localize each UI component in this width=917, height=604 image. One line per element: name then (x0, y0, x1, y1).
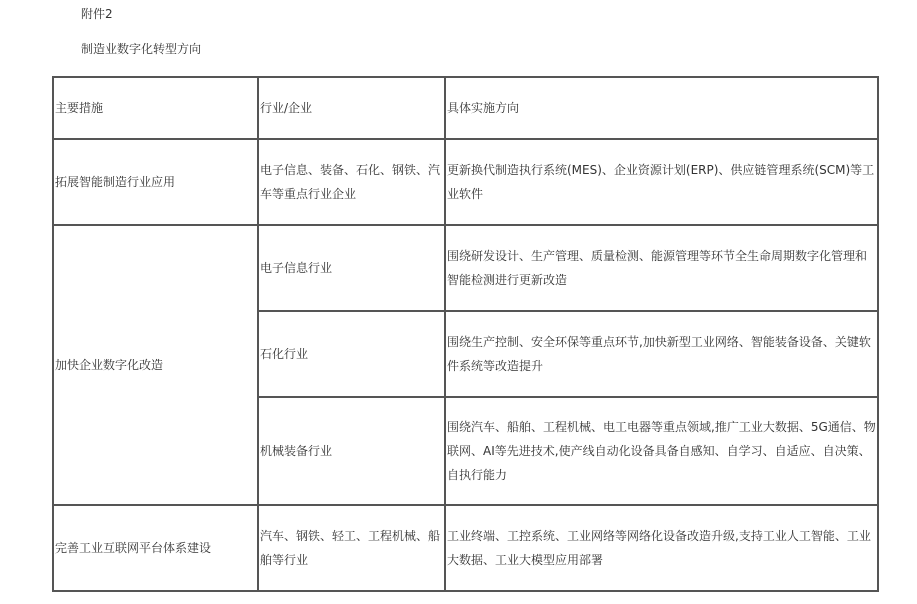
industry-cell: 电子信息行业 (258, 225, 445, 311)
table-row (53, 139, 878, 225)
direction-cell: 工业终端、工控系统、工业网络等网络化设备改造升级,支持工业人工智能、工业大数据、工业大模型应用部署 (445, 505, 878, 591)
attachment-label: 附件2 (81, 7, 113, 21)
direction-cell: 更新换代制造执行系统(MES)、企业资源计划(ERP)、供应链管理系统(SCM)等工业软件 (445, 139, 878, 225)
direction-cell: 围绕研发设计、生产管理、质量检测、能源管理等环节全生命周期数字化管理和智能检测进行更新改造 (445, 225, 878, 311)
transformation-table (52, 76, 879, 592)
direction-cell: 围绕生产控制、安全环保等重点环节,加快新型工业网络、智能装备设备、关键软件系统等改造提升 (445, 311, 878, 397)
industry-cell: 机械装备行业 (258, 397, 445, 505)
document-title: 制造业数字化转型方向 (81, 42, 202, 56)
measure-cell: 完善工业互联网平台体系建设 (53, 505, 258, 591)
header-measure: 主要措施 (53, 77, 258, 139)
measure-cell: 加快企业数字化改造 (53, 225, 258, 505)
industry-cell: 电子信息、装备、石化、钢铁、汽车等重点行业企业 (258, 139, 445, 225)
direction-cell: 围绕汽车、船舶、工程机械、电工电器等重点领域,推广工业大数据、5G通信、物联网、AI等先进技术,使产线自动化设备具备自感知、自学习、自适应、自决策、自执行能力 (445, 397, 878, 505)
industry-cell: 汽车、钢铁、轻工、工程机械、船舶等行业 (258, 505, 445, 591)
industry-cell: 石化行业 (258, 311, 445, 397)
header-industry: 行业/企业 (258, 77, 445, 139)
table-row (53, 225, 878, 311)
header-direction: 具体实施方向 (445, 77, 878, 139)
table-header-row (53, 77, 878, 139)
measure-cell: 拓展智能制造行业应用 (53, 139, 258, 225)
table-row (53, 505, 878, 591)
